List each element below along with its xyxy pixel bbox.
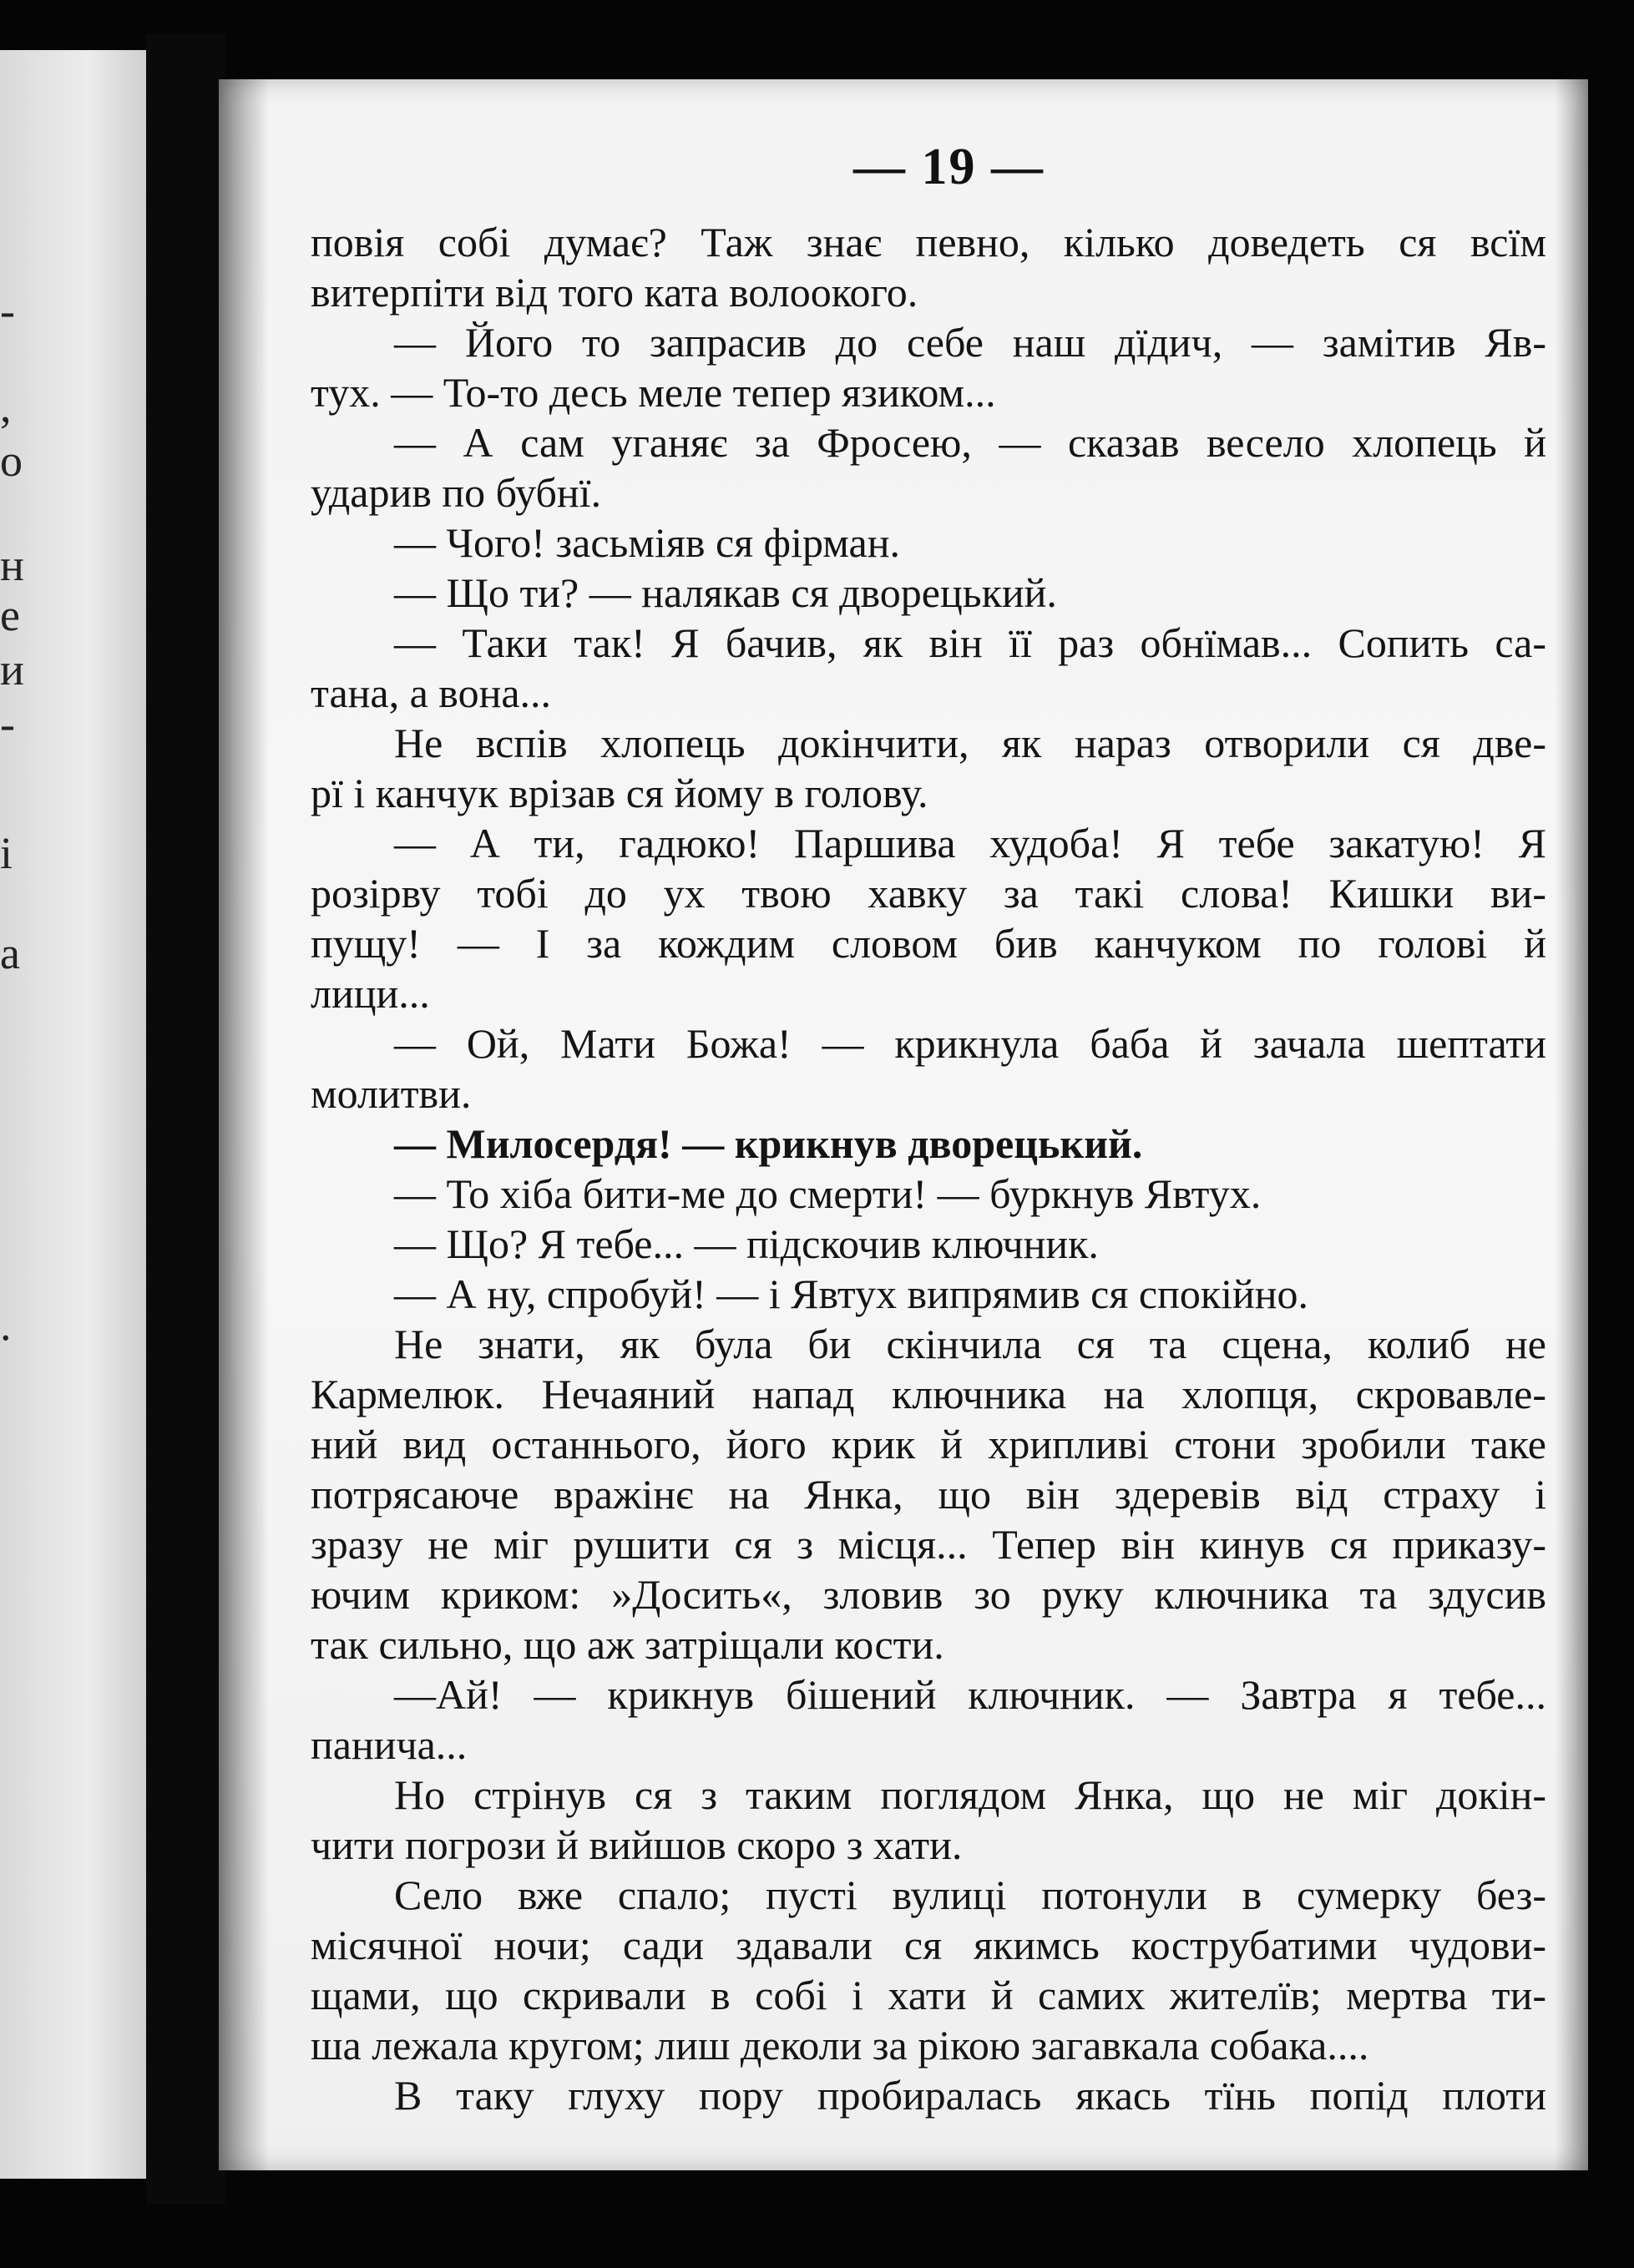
text-line: — Що? Я тебе... — підскочив ключник. [394,1220,1099,1267]
book-page [219,79,1588,2170]
text-line: витерпіти від того ката волоокого. [311,269,918,316]
previous-page-fragment: н [0,540,24,590]
text-line: ний вид останнього, його крик й хрипливі стони зробили таке [311,1421,1546,1467]
previous-page-fragment: і [0,828,13,878]
text-line: панича... [311,1721,468,1768]
text-line: — Ой, Мати Божа! — крикнула баба й зачала шептати [394,1020,1546,1067]
page-number: — 19 — [853,139,1045,195]
previous-page-fragment: - [0,699,15,749]
text-line: — А ти, гадюко! Паршива худоба! Я тебе закатую! Я [394,820,1546,866]
text-line: — То хіба бити-ме до смерти! — буркнув Явтух. [394,1170,1262,1217]
text-line: потрясаюче вражінє на Янка, що він здеревів від страху і [311,1471,1546,1518]
text-line: так сильно, що аж затріщали кости. [311,1621,944,1668]
text-line: тана, а вона... [311,669,552,716]
text-line: щами, що скривали в собі і хати й самих жителїв; мертва ти- [311,1972,1546,2018]
text-line: місячної ночи; сади здавали ся якимсь кострубатими чудови- [311,1922,1546,1968]
page-right-edge [1555,79,1588,2170]
text-line: — А сам уганяє за Фросею, — сказав весело хлопець й [394,419,1546,466]
text-line: ударив по бубнї. [311,469,602,516]
text-line: зразу не міг рушити ся з місця... Тепер він кинув ся приказу- [311,1521,1546,1568]
text-line: тух. — То-то десь меле тепер язиком... [311,369,996,416]
text-line: — Його то запрасив до себе наш дїдич, — замітив Яв- [394,319,1546,366]
previous-page-edge [0,50,146,2179]
text-line: Село вже спало; пусті вулиці потонули в сумерку без- [394,1871,1546,1918]
text-line: Не знати, як була би скінчила ся та сцена, колиб не [394,1321,1546,1367]
text-line: ша лежала кругом; лиш деколи за рікою загавкала собака.... [311,2022,1369,2068]
previous-page-fragment: - [0,285,15,336]
previous-page-fragment: . [0,1300,12,1350]
text-line: — Таки так! Я бачив, як він її раз обнїмав... Сопить са- [394,619,1546,666]
text-line: —Ай! — крикнув бішений ключник. — Завтра я тебе... [394,1671,1546,1718]
text-line: Кармелюк. Нечаяний напад ключника на хлопця, скровавле- [311,1371,1546,1417]
text-line: — Милосердя! — крикнув дворецький. [394,1120,1143,1167]
text-body [311,217,1546,2120]
text-line: ючим криком: »Досить«, зловив зо руку ключника та здусив [311,1571,1546,1618]
previous-page-fragment: е [0,590,20,640]
binding-gutter [146,33,225,2204]
text-line: пущу! — І за кождим словом бив канчуком по голові й [311,920,1546,967]
text-line: повія собі думає? Таж знає певно, кілько доведеть ся всїм [311,219,1546,265]
text-line: Но стрінув ся з таким поглядом Янка, що не міг докін- [394,1771,1546,1818]
text-line: — Чого! засьміяв ся фірман. [394,519,900,566]
previous-page-fragment: о [0,436,23,486]
previous-page-fragment: а [0,928,20,978]
text-line: — Що ти? — налякав ся дворецький. [394,569,1057,616]
text-line: лици... [311,970,430,1017]
text-line: молитви. [311,1070,472,1117]
text-line: рї і канчук врізав ся йому в голову. [311,770,928,816]
text-line: розірву тобі до ух твою хавку за такі слова! Кишки ви- [311,870,1546,917]
text-line: В таку глуху пору пробиралась якась тїнь попід плоти [394,2072,1546,2119]
previous-page-fragment: и [0,644,24,695]
previous-page-fragment: , [0,381,12,432]
text-line: чити погрози й вийшов скоро з хати. [311,1821,963,1868]
text-line: Не вспів хлопець докінчити, як нараз отворили ся две- [394,720,1546,766]
text-line: — А ну, спробуй! — і Явтух випрямив ся спокійно. [394,1270,1309,1317]
page-edge-shadow [219,79,269,2170]
